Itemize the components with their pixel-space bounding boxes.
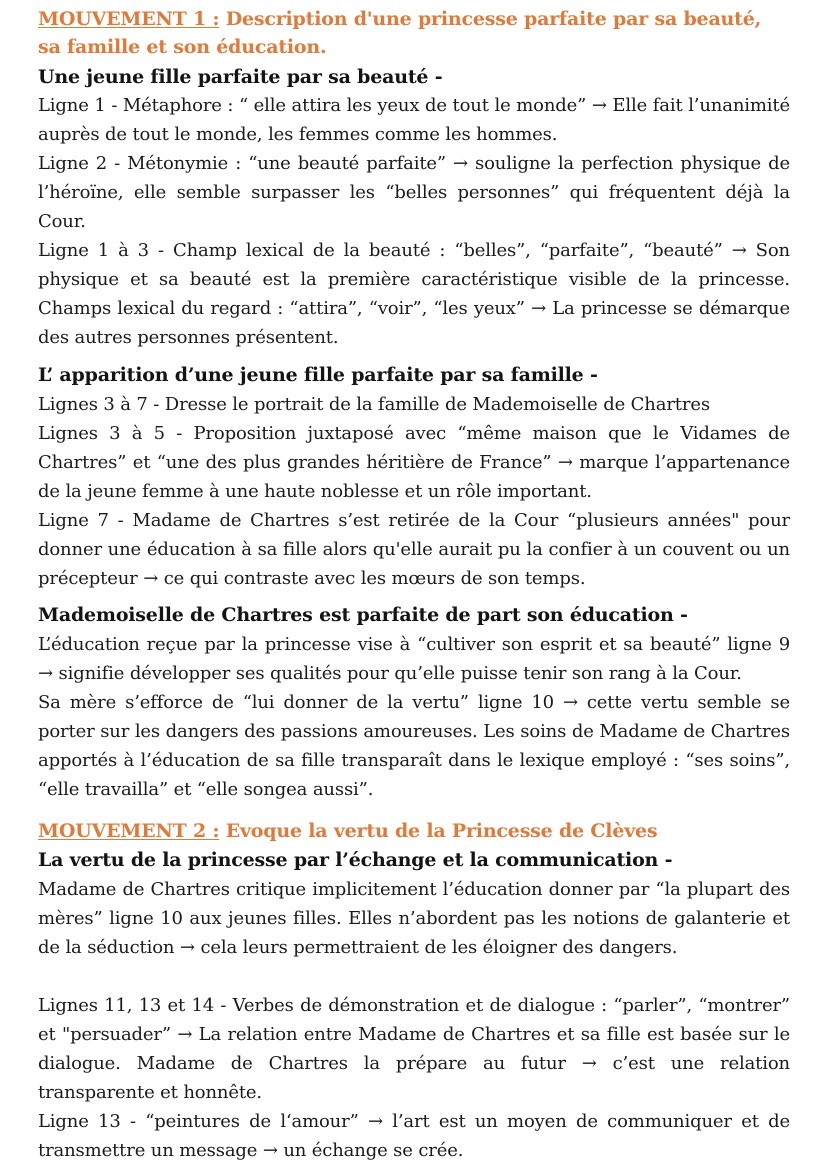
section-family-paragraph-1: Lignes 3 à 7 - Dresse le portrait de la famille de Mademoiselle de Chartres (38, 394, 710, 415)
section-virtue-paragraph-1: Madame de Chartres critique implicitement l’éducation donner par “la plupart des mères” ligne 10 aux jeunes filles. Elles n’abordent pas les notions de galanterie et de la séduction → cela leurs permettraient de les éloigner des dangers. (38, 879, 790, 958)
movement-2-title: Evoque la vertu de la Princesse de Clèves (225, 820, 658, 842)
section-family-paragraph-3: Ligne 7 - Madame de Chartres s’est retirée de la Cour “plusieurs années" pour donner une éducation à sa fille alors qu'elle aurait pu la confier à un couvent ou un précepteur → ce qui contraste avec les mœurs de son temps. (38, 510, 790, 589)
section-education-heading: Mademoiselle de Chartres est parfaite de part son éducation - (38, 604, 688, 626)
movement-1-label: MOUVEMENT 1 : (38, 8, 220, 30)
section-virtue-heading: La vertu de la princesse par l’échange et la communication - (38, 849, 673, 871)
section-family-heading: L’ apparition d’une jeune fille parfaite par sa famille - (38, 364, 598, 386)
section-education-paragraph-1: L’éducation reçue par la princesse vise à “cultiver son esprit et sa beauté” ligne 9 → signifie développer ses qualités pour qu’elle puisse tenir son rang à la Cour. (38, 634, 790, 684)
section-virtue-paragraph-2: Lignes 11, 13 et 14 - Verbes de démonstration et de dialogue : “parler”, “montrer” et "persuader” → La relation entre Madame de Chartres et sa fille est basée sur le dialogue. Madame de Chartres la prépare au futur → c’est une relation transparente et honnête. (38, 995, 790, 1103)
section-family-paragraph-2: Lignes 3 à 5 - Proposition juxtaposé avec “même maison que le Vidames de Chartres” et “une des plus grandes héritière de France” → marque l’appartenance de la jeune femme à une haute noblesse et un rôle important. (38, 423, 790, 502)
section-beauty-paragraph-3: Ligne 1 à 3 - Champ lexical de la beauté : “belles”, “parfaite”, “beauté” → Son physique et sa beauté est la première caractéristique visible de la princesse. Champs lexical du regard : “attira”, “voir”, “les yeux” → La princesse se démarque des autres personnes présentent. (38, 240, 790, 348)
section-beauty-heading: Une jeune fille parfaite par sa beauté - (38, 66, 443, 88)
movement-1-title: Description d'une princesse parfaite par sa beauté, sa famille et son éducation. (38, 8, 762, 58)
section-beauty-paragraph-2: Ligne 2 - Métonymie : “une beauté parfaite” → souligne la perfection physique de l’héroïne, elle semble surpasser les “belles personnes” qui fréquentent déjà la Cour. (38, 153, 790, 232)
section-virtue-paragraph-3: Ligne 13 - “peintures de l‘amour” → l’art est un moyen de communiquer et de transmettre un message → un échange se crée. (38, 1111, 790, 1161)
movement-2-label: MOUVEMENT 2 : (38, 820, 220, 842)
movement-1-heading (38, 5, 790, 61)
section-education-paragraph-2: Sa mère s’efforce de “lui donner de la vertu” ligne 10 → cette vertu semble se porter sur les dangers des passions amoureuses. Les soins de Madame de Chartres apportés à l’éducation de sa fille transparaît dans le lexique employé : “ses soins”, “elle travailla” et “elle songea aussi”. (38, 692, 790, 800)
movement-2-heading (38, 817, 790, 845)
section-beauty-paragraph-1: Ligne 1 - Métaphore : “ elle attira les yeux de tout le monde” → Elle fait l’unanimité auprès de tout le monde, les femmes comme les hommes. (38, 95, 790, 145)
